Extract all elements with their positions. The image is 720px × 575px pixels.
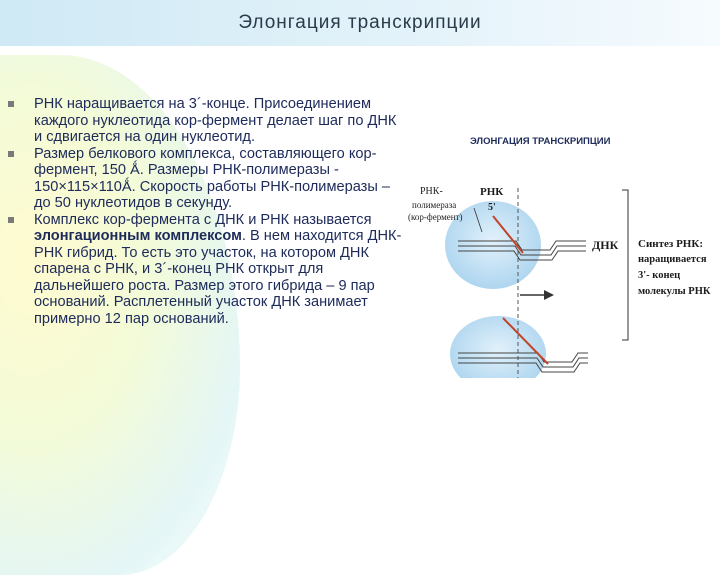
bracket-line <box>622 190 628 340</box>
bullet-text-3-bold: элонгационным комплексом <box>34 228 242 244</box>
arrow-head-icon <box>544 290 554 300</box>
bullet-marker-icon <box>8 151 14 157</box>
label-rnk: РНК <box>480 186 504 198</box>
label-5prime: 5' <box>488 202 496 213</box>
elongation-diagram <box>398 128 720 378</box>
bullet-text-3b: . В нем находится ДНК-РНК гибрид. То есть это участок, на котором ДНК спарена с РНК, и 3´-конец РНК открыт для дальнейшего роста. Размер этого гибрида – 9 пар оснований. Расплетенный участок ДНК занимает примерно 12 пар оснований. <box>34 228 402 327</box>
bullet-text-1: РНК наращивается на 3´-конце. Присоединением каждого нуклеотида кор-фермент делает шаг по ДНК и сдвигается на один нуклеотид. <box>34 96 397 145</box>
label-rnk-core-1: РНК- <box>420 186 443 197</box>
bullet-text-3a: Комплекс кор-фермента с ДНК и РНК называется <box>34 211 372 228</box>
bullet-list <box>8 96 408 327</box>
bullet-marker-icon <box>8 217 14 223</box>
label-dnk: ДНК <box>592 238 619 252</box>
caption-line-1: Синтез РНК: <box>638 238 703 250</box>
bullet-marker-icon <box>8 101 14 107</box>
figure-title: ЭЛОНГАЦИЯ ТРАНСКРИПЦИИ <box>470 136 611 147</box>
bullet-item-3 <box>8 212 408 328</box>
elongation-figure <box>398 128 720 378</box>
label-rnk-core-2: полимераза <box>412 200 457 210</box>
label-rnk-core-3: (кор-фермент) <box>408 212 463 222</box>
caption-line-2: наращивается <box>638 254 707 265</box>
caption-line-4: молекулы РНК <box>638 286 711 297</box>
bullet-item-1 <box>8 96 408 146</box>
bullet-text-2: Размер белкового комплекса, составляющего кор-фермент, 150 Ǻ. Размеры РНК-полимеразы - 150×115×110Ǻ. Скорость работы РНК-полимеразы – до 50 нуклеотидов в секунду. <box>34 145 391 211</box>
bullet-item-2 <box>8 146 408 212</box>
caption-line-3: 3'- конец <box>638 270 681 281</box>
slide-title: Элонгация транскрипции <box>238 12 482 33</box>
